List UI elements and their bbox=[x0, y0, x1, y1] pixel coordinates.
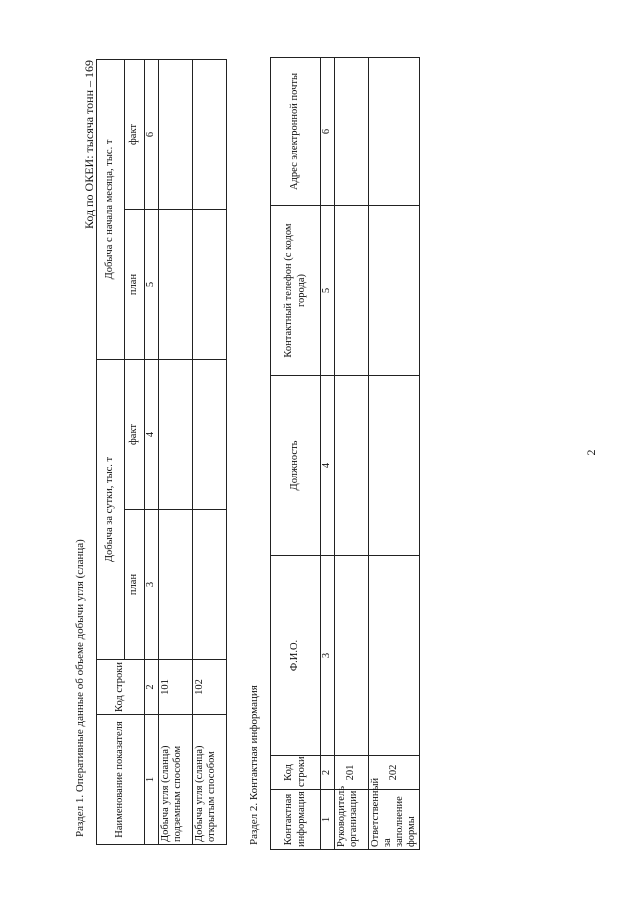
table-row bbox=[193, 59, 227, 844]
header-row-code: Код строки bbox=[271, 756, 321, 790]
column-number: 6 bbox=[321, 58, 335, 206]
column-number: 5 bbox=[145, 209, 159, 359]
column-number: 3 bbox=[145, 510, 159, 660]
header-fio: Ф.И.О. bbox=[271, 556, 321, 756]
page-number: 2 bbox=[584, 449, 598, 456]
row-code: 202 bbox=[369, 756, 420, 790]
row-indicator-name: Добыча угля (сланца) подземным способом bbox=[159, 715, 193, 845]
table-row bbox=[369, 58, 420, 850]
header-monthly-fact: факт bbox=[125, 59, 145, 209]
row-contact-name: Руководитель организации bbox=[335, 790, 369, 850]
header-phone: Контактный телефон (с кодом города) bbox=[271, 206, 321, 376]
header-position: Должность bbox=[271, 376, 321, 556]
cell-daily-fact[interactable] bbox=[193, 359, 227, 509]
header-daily-fact: факт bbox=[125, 359, 145, 509]
cell-daily-plan[interactable] bbox=[159, 510, 193, 660]
header-monthly: Добыча с начала месяца, тыс. т bbox=[97, 59, 125, 359]
column-number: 3 bbox=[321, 556, 335, 756]
cell-daily-fact[interactable] bbox=[159, 359, 193, 509]
header-monthly-plan: план bbox=[125, 209, 145, 359]
cell-monthly-plan[interactable] bbox=[159, 209, 193, 359]
cell-daily-plan[interactable] bbox=[193, 510, 227, 660]
row-code: 201 bbox=[335, 756, 369, 790]
cell-monthly-plan[interactable] bbox=[193, 209, 227, 359]
section2-table bbox=[270, 57, 420, 850]
section2-title: Раздел 2. Контактная информация bbox=[248, 685, 260, 845]
header-indicator: Наименование показателя bbox=[97, 715, 145, 845]
column-number: 6 bbox=[145, 59, 159, 209]
header-email: Адрес электронной почты bbox=[271, 58, 321, 206]
column-number: 1 bbox=[145, 715, 159, 845]
cell-fio[interactable] bbox=[335, 556, 369, 756]
column-number: 2 bbox=[321, 756, 335, 790]
cell-monthly-fact[interactable] bbox=[193, 59, 227, 209]
cell-phone[interactable] bbox=[335, 206, 369, 376]
column-number: 1 bbox=[321, 790, 335, 850]
table-row bbox=[335, 58, 369, 850]
header-daily: Добыча за сутки, тыс. т bbox=[97, 359, 125, 659]
header-row-code: Код строки bbox=[97, 660, 145, 715]
cell-email[interactable] bbox=[335, 58, 369, 206]
column-number: 4 bbox=[321, 376, 335, 556]
cell-fio[interactable] bbox=[369, 556, 420, 756]
section1-title: Раздел 1. Оперативные данные об объеме добычи угля (сланца) bbox=[74, 539, 86, 837]
row-code: 101 bbox=[159, 660, 193, 715]
cell-phone[interactable] bbox=[369, 206, 420, 376]
cell-email[interactable] bbox=[369, 58, 420, 206]
cell-position[interactable] bbox=[335, 376, 369, 556]
row-indicator-name: Добыча угля (сланца) открытым способом bbox=[193, 715, 227, 845]
cell-monthly-fact[interactable] bbox=[159, 59, 193, 209]
table-row bbox=[159, 59, 193, 844]
header-contact-info: Контактная информация bbox=[271, 790, 321, 850]
cell-position[interactable] bbox=[369, 376, 420, 556]
column-number: 4 bbox=[145, 359, 159, 509]
okei-code: Код по ОКЕИ: тысяча тонн – 169 bbox=[82, 60, 96, 230]
header-daily-plan: план bbox=[125, 510, 145, 660]
row-contact-name: Ответственный за заполнение формы bbox=[369, 790, 420, 850]
column-number: 2 bbox=[145, 660, 159, 715]
row-code: 102 bbox=[193, 660, 227, 715]
column-number: 5 bbox=[321, 206, 335, 376]
section1-table bbox=[96, 59, 227, 845]
